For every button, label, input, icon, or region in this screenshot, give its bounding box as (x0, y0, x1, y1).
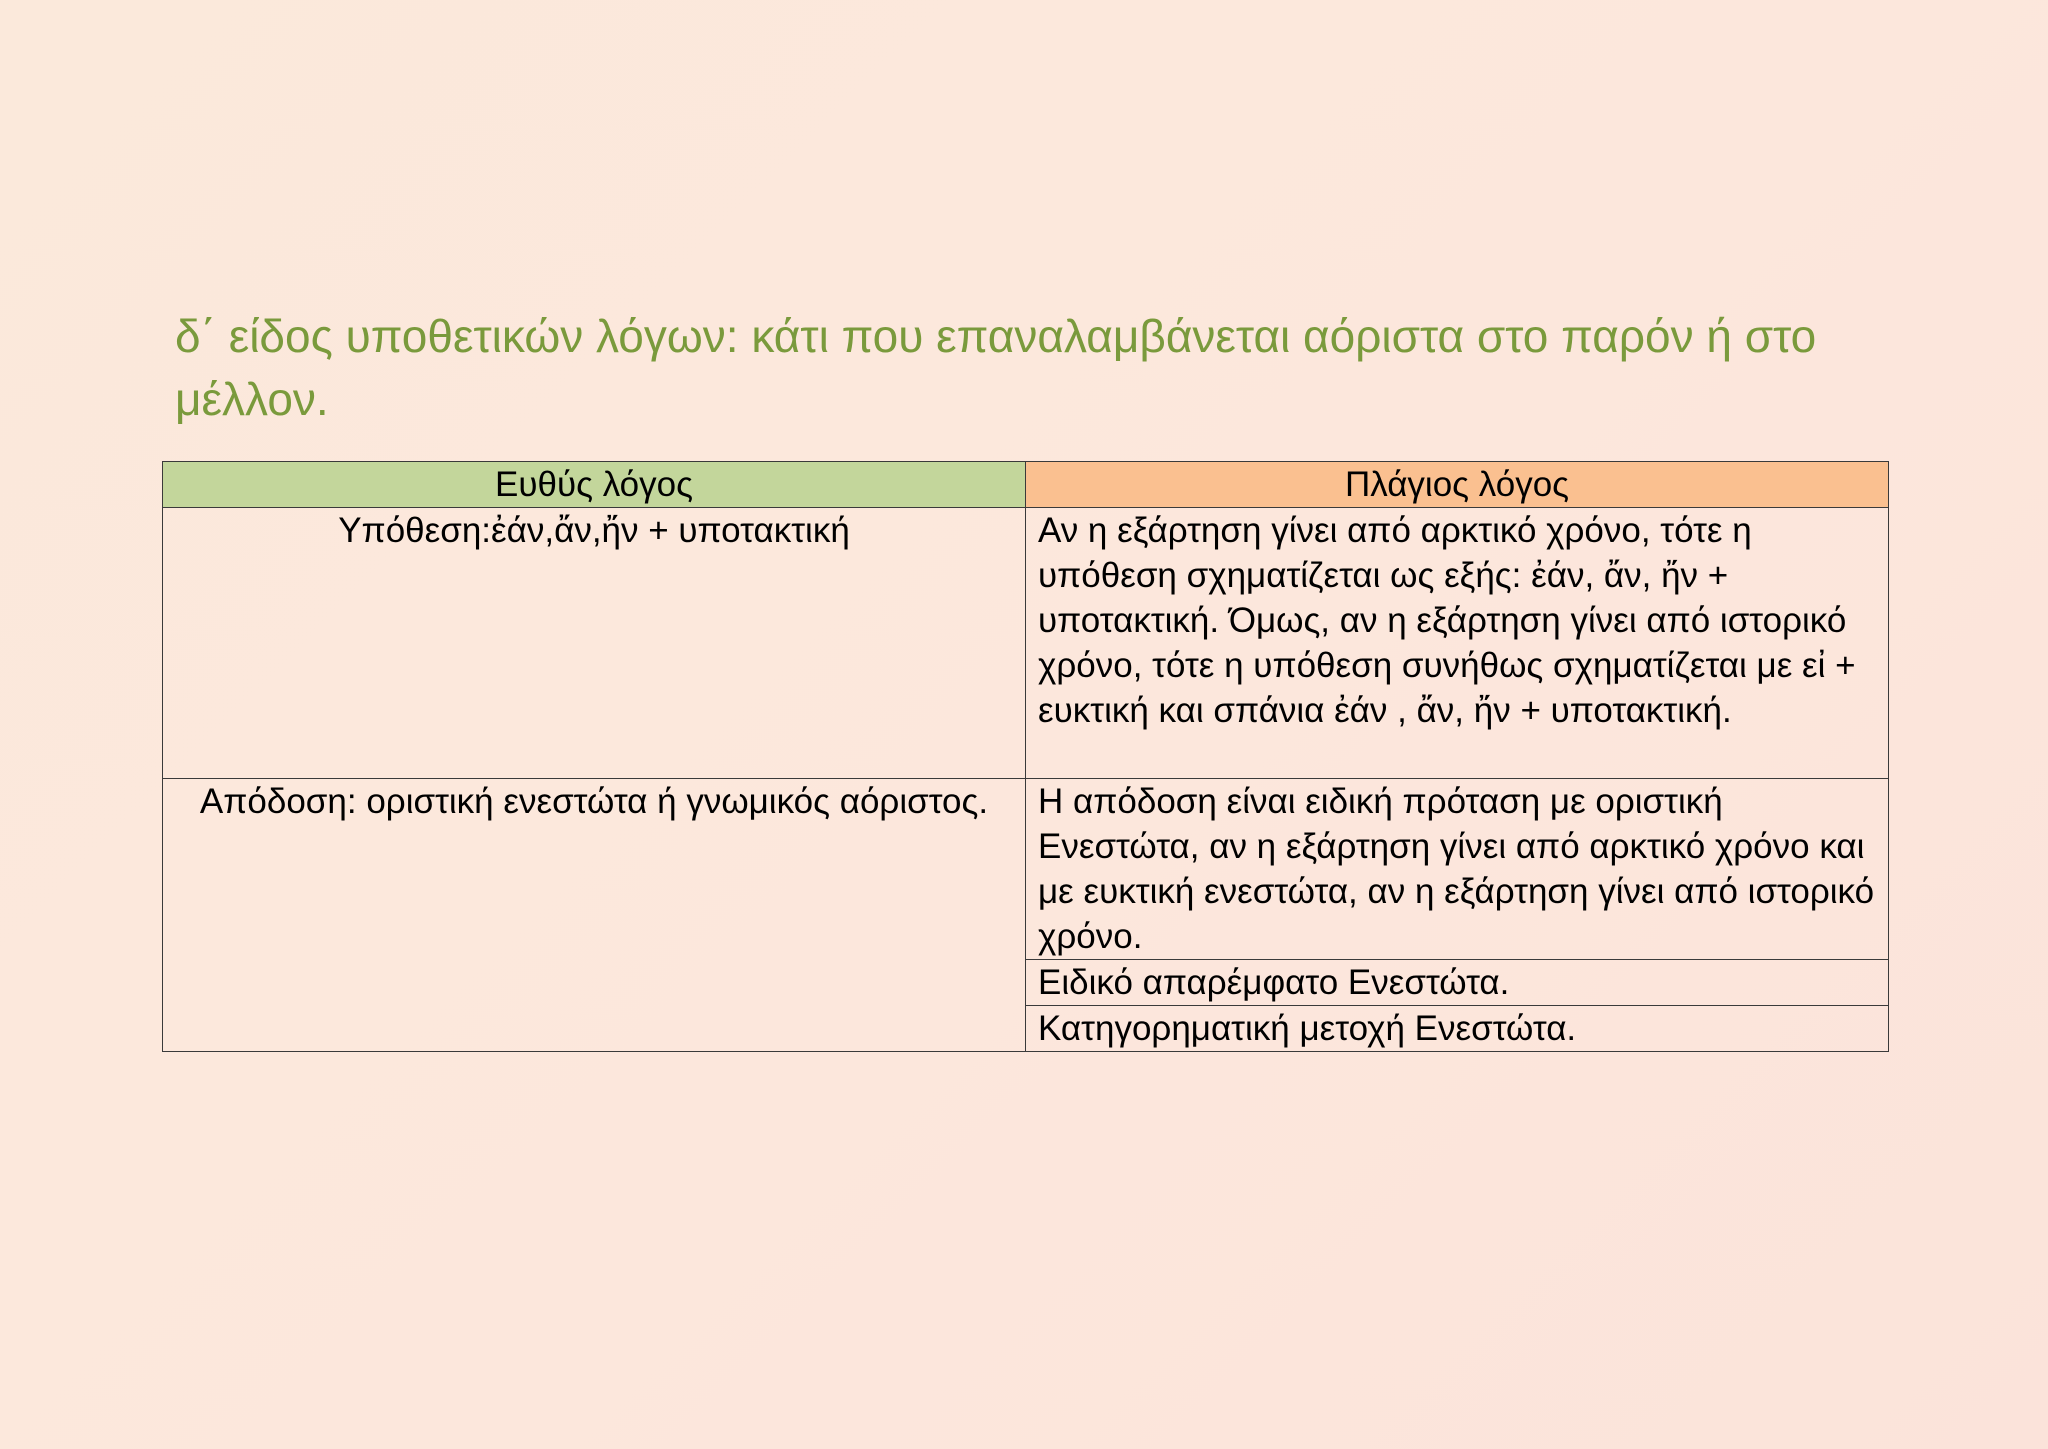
hypothesis-direct: Υπόθεση:ἐάν,ἄν,ἤν + υποτακτική (163, 508, 1026, 779)
hypothesis-indirect: Αν η εξάρτηση γίνει από αρκτικό χρόνο, τότε η υπόθεση σχηματίζεται ως εξής: ἐάν, ἄν, ἤν + υποτακτική. Όμως, αν η εξάρτηση γίνει από ιστορικό χρόνο, τότε η υπόθεση συνήθως σχηματίζεται με εἰ + ευκτική και σπάνια ἐάν , ἄν, ἤν + υποτακτική. (1026, 508, 1889, 779)
table-row (163, 779, 1889, 960)
apodosis-indirect-clause: Η απόδοση είναι ειδική πρόταση με οριστική Ενεστώτα, αν η εξάρτηση γίνει από αρκτικό χρόνο και με ευκτική ενεστώτα, αν η εξάρτηση γίνει από ιστορικό χρόνο. (1026, 779, 1889, 960)
header-indirect-speech: Πλάγιος λόγος (1026, 462, 1889, 508)
apodosis-indirect-infinitive: Ειδικό απαρέμφατο Ενεστώτα. (1026, 960, 1889, 1006)
apodosis-direct: Απόδοση: οριστική ενεστώτα ή γνωμικός αόριστος. (163, 779, 1026, 1052)
comparison-table (162, 461, 1889, 1052)
table-header-row (163, 462, 1889, 508)
header-direct-speech: Ευθύς λόγος (163, 462, 1026, 508)
table-row (163, 508, 1889, 779)
slide-title: δ΄ είδος υποθετικών λόγων: κάτι που επαναλαμβάνεται αόριστα στο παρόν ή στο μέλλον. (175, 310, 1817, 425)
apodosis-indirect-participle: Κατηγορηματική μετοχή Ενεστώτα. (1026, 1006, 1889, 1052)
